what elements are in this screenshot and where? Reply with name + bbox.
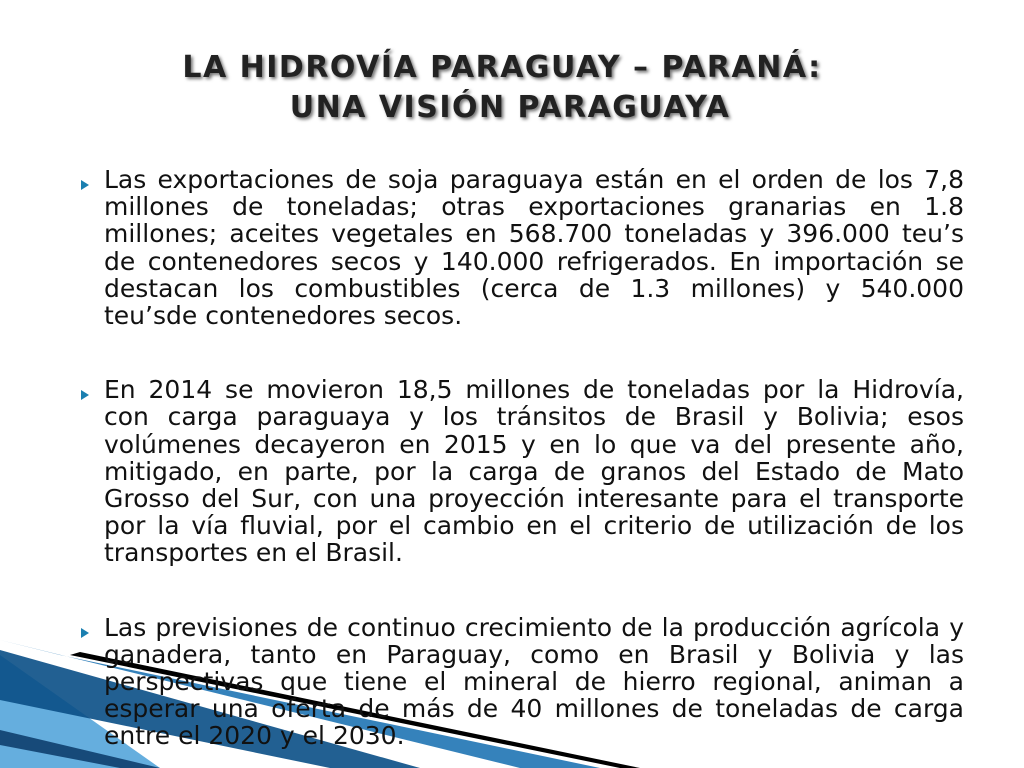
bullet-item: [0, 376, 1024, 566]
title-line-2: UNA VISIÓN PARAGUAYA: [289, 90, 731, 125]
slide-title: [0, 48, 1024, 128]
bullet-text: En 2014 se movieron 18,5 millones de toneladas por la Hidrovía, con carga paraguaya y los tránsitos de Brasil y Bolivia; esos volúmenes decayeron en 2015 y en lo que va del presente año, mitigado, en parte, por la carga de granos del Estado de Mato Grosso del Sur, con una proyección interesante para el transporte por la vía fluvial, por el cambio en el criterio de utilización de los transportes en el Brasil.: [104, 375, 964, 568]
triangle-bullet-icon: [81, 180, 89, 190]
title-line-1: LA HIDROVÍA PARAGUAY – PARANÁ:: [182, 50, 822, 85]
triangle-bullet-icon: [81, 628, 89, 638]
triangle-bullet-icon: [81, 390, 89, 400]
bullet-text: Las previsiones de continuo crecimiento de la producción agrícola y ganadera, tanto en Paraguay, como en Brasil y Bolivia y las perspectivas que tiene el mineral de hierro regional, animan a esperar una oferta de más de 40 millones de toneladas de carga entre el 2020 y el 2030.: [104, 612, 964, 751]
bullet-list: [0, 166, 1024, 768]
bullet-item: [0, 166, 1024, 329]
bullet-item: [0, 614, 1024, 750]
bullet-text: Las exportaciones de soja paraguaya están en el orden de los 7,8 millones de toneladas; otras exportaciones granarias en 1.8 millones; aceites vegetales en 568.700 toneladas y 396.000 teu’s de contenedores secos y 140.000 refrigerados. En importación se destacan los combustibles (cerca de 1.3 millones) y 540.000 teu’sde contenedores secos.: [104, 165, 964, 331]
